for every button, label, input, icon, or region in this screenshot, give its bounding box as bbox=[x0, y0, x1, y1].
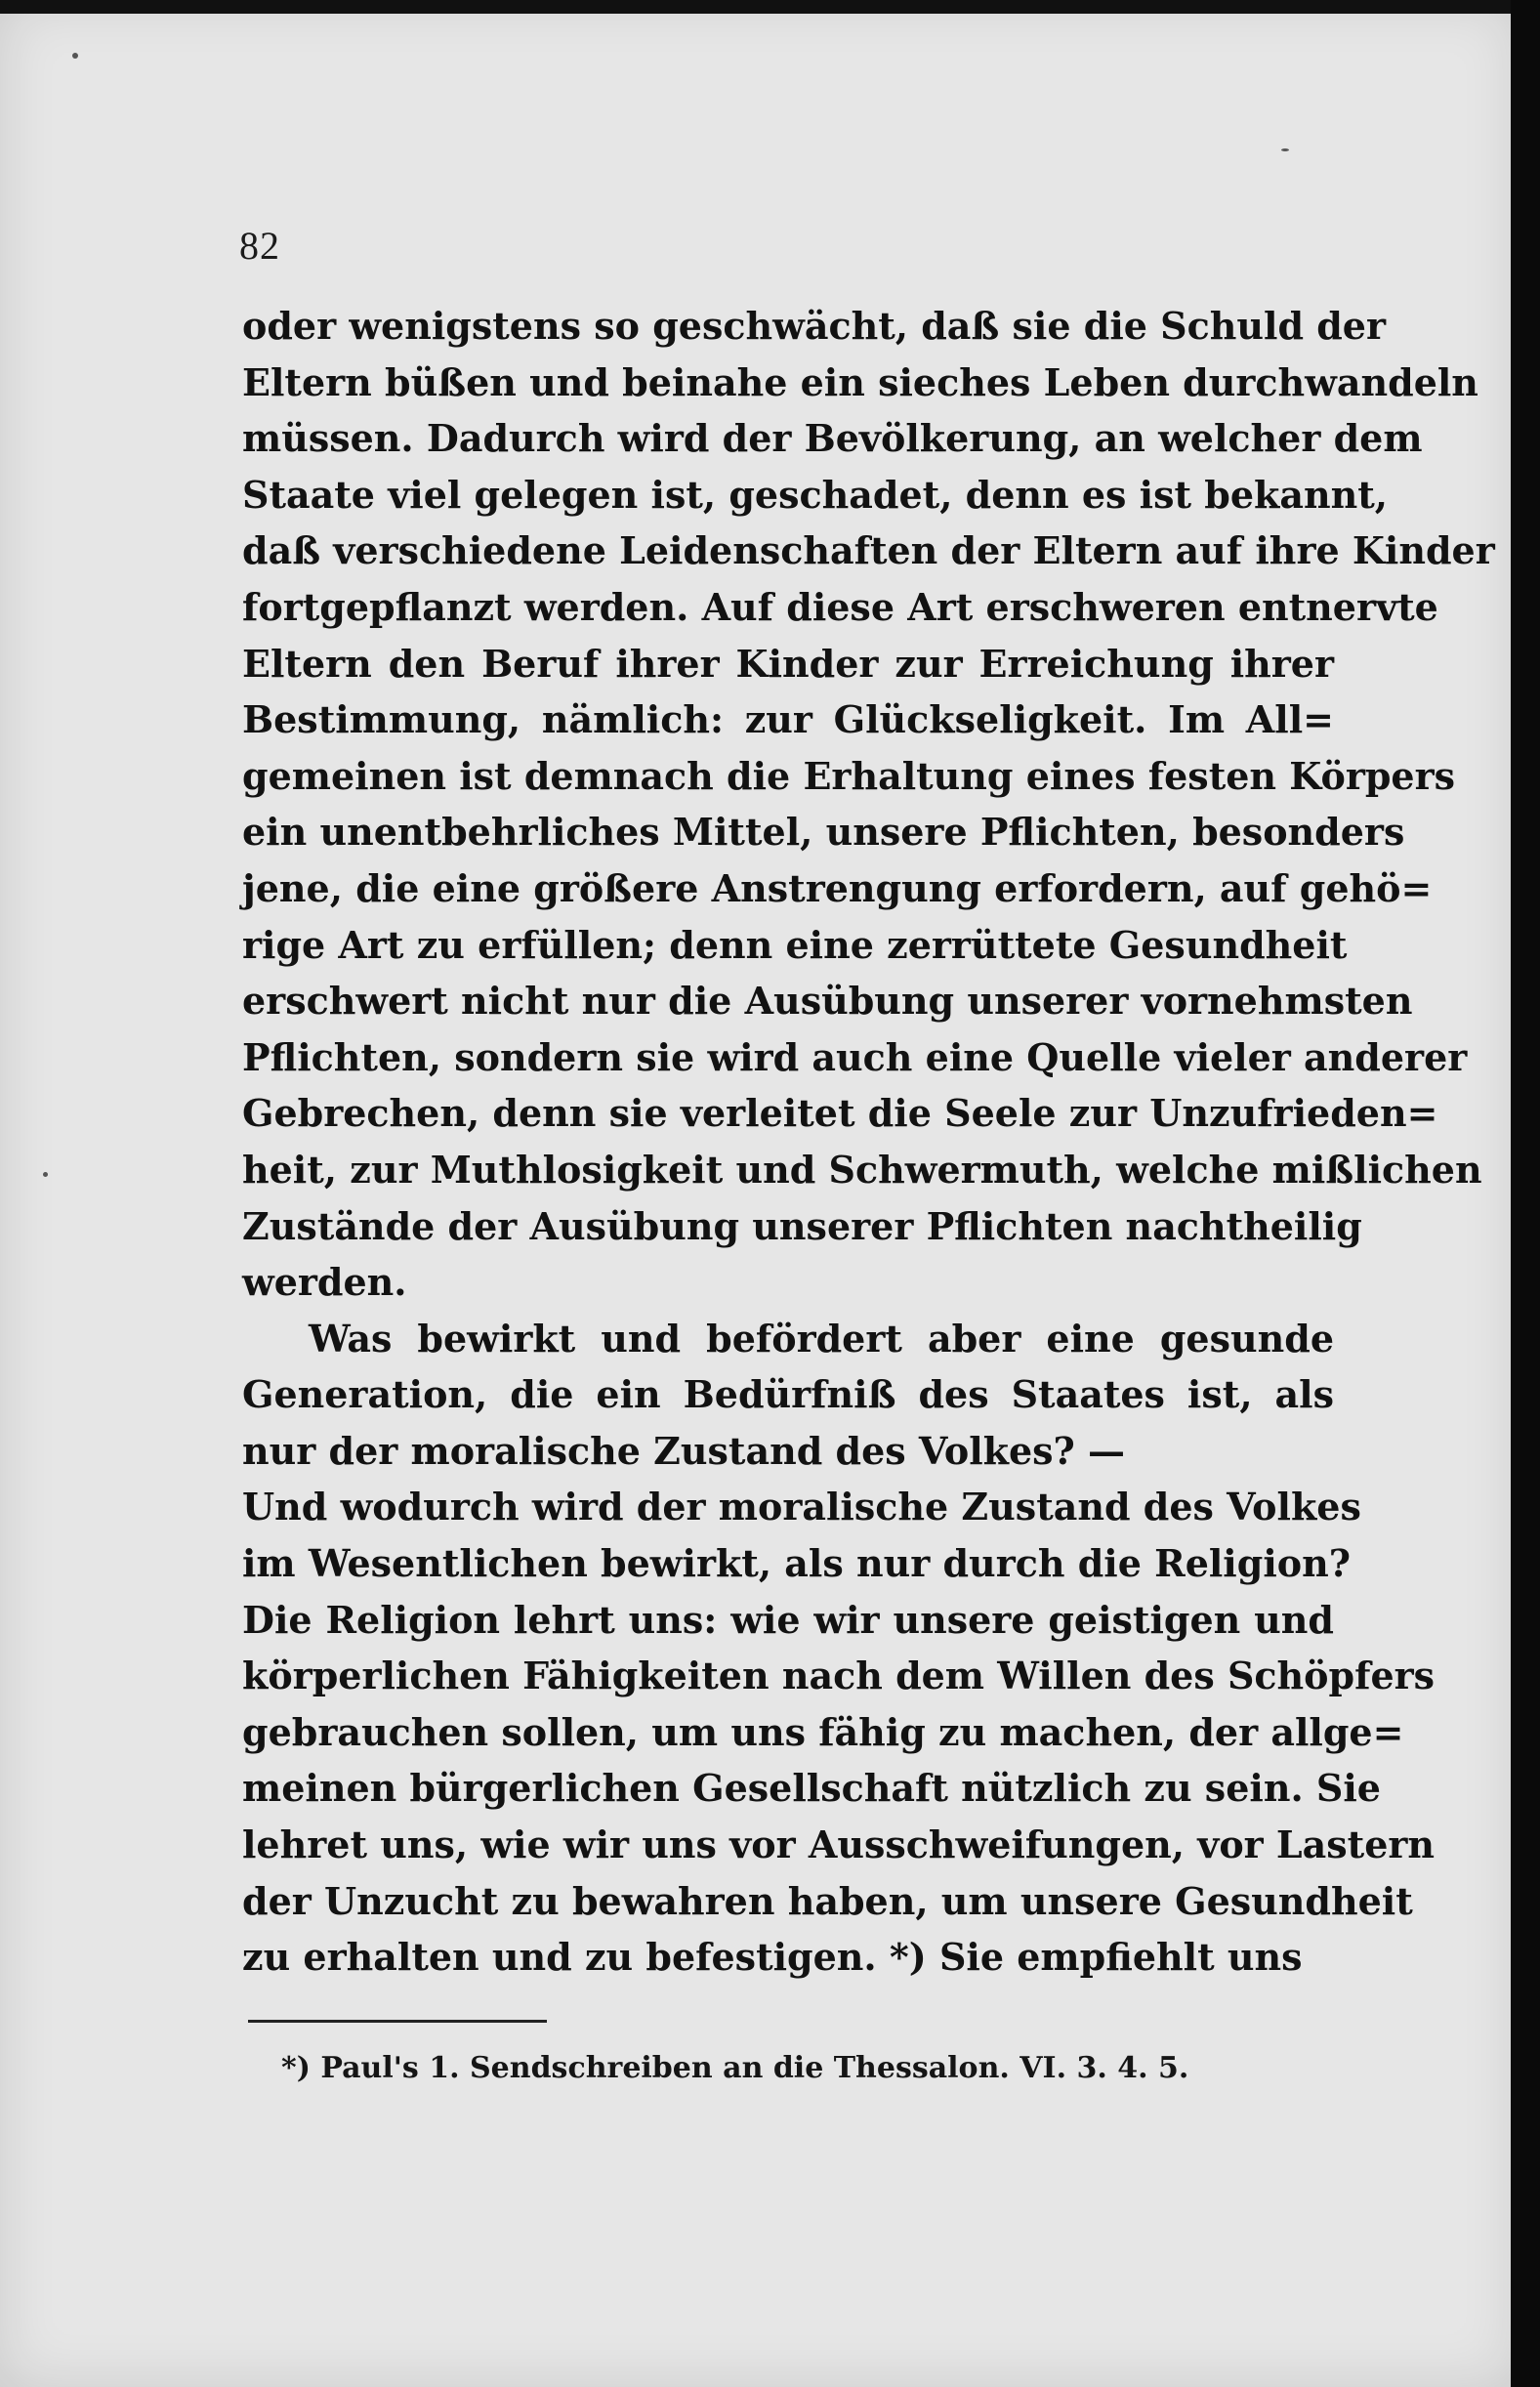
text-line: meinen bürgerlichen Gesellschaft nützlich zu sein. Sie bbox=[242, 1766, 1381, 1811]
text-line: gemeinen ist demnach die Erhaltung eines festen Körpers bbox=[242, 753, 1455, 798]
text-line: Bestimmung, nämlich: zur Glückseligkeit. Im All= bbox=[242, 697, 1334, 742]
text-line: Was bewirkt und befördert aber eine gesunde bbox=[309, 1316, 1334, 1361]
text-line: Gebrechen, denn sie verleitet die Seele zur Unzufrieden= bbox=[242, 1091, 1438, 1136]
text-line: Pflichten, sondern sie wird auch eine Quelle vieler anderer bbox=[242, 1034, 1468, 1079]
text-line: Und wodurch wird der moralische Zustand des Volkes bbox=[242, 1485, 1361, 1529]
text-line: ein unentbehrliches Mittel, unsere Pflichten, besonders bbox=[242, 810, 1405, 855]
footnote-rule bbox=[248, 2020, 547, 2023]
text-line: müssen. Dadurch wird der Bevölkerung, an welcher dem bbox=[242, 416, 1423, 461]
text-line: der Unzucht zu bewahren haben, um unsere Gesundheit bbox=[242, 1878, 1413, 1923]
text-line: körperlichen Fähigkeiten nach dem Willen des Schöpfers bbox=[242, 1654, 1436, 1698]
text-line: erschwert nicht nur die Ausübung unserer vornehmsten bbox=[242, 979, 1413, 1024]
footnote: *) Paul's 1. Sendschreiben an die Thessalon. VI. 3. 4. 5. bbox=[281, 2051, 1189, 2085]
text-line: rige Art zu erfüllen; denn eine zerrüttete Gesundheit bbox=[242, 922, 1348, 967]
text-line: Eltern büßen und beinahe ein sieches Leben durchwandeln bbox=[242, 359, 1478, 404]
text-line: zu erhalten und zu befestigen. *) Sie empfiehlt uns bbox=[242, 1935, 1303, 1980]
text-line: gebrauchen sollen, um uns fähig zu machen, der allge= bbox=[242, 1709, 1404, 1754]
text-line: Generation, die ein Bedürfniß des Staates ist, als bbox=[242, 1372, 1334, 1417]
text-line: heit, zur Muthlosigkeit und Schwermuth, welche mißlichen bbox=[242, 1147, 1482, 1192]
paper-speck bbox=[1281, 148, 1289, 151]
body-text bbox=[242, 298, 1495, 1986]
text-line: Eltern den Beruf ihrer Kinder zur Erreichung ihrer bbox=[242, 641, 1334, 686]
text-line: Zustände der Ausübung unserer Pflichten nachtheilig bbox=[242, 1203, 1362, 1248]
text-line: jene, die eine größere Anstrengung erfordern, auf gehö= bbox=[242, 865, 1433, 910]
text-line: oder wenigstens so geschwächt, daß sie die Schuld der bbox=[242, 304, 1387, 348]
scan-top-edge bbox=[0, 0, 1540, 14]
scan-right-edge bbox=[1511, 0, 1540, 2387]
text-line: fortgepflanzt werden. Auf diese Art erschweren entnervte bbox=[242, 584, 1438, 629]
page-number: 82 bbox=[239, 224, 280, 268]
text-line: Die Religion lehrt uns: wie wir unsere geistigen und bbox=[242, 1597, 1334, 1642]
text-line: daß verschiedene Leidenschaften der Eltern auf ihre Kinder bbox=[242, 528, 1495, 573]
text-line: werden. bbox=[242, 1260, 407, 1305]
text-line: im Wesentlichen bewirkt, als nur durch die Religion? bbox=[242, 1541, 1351, 1586]
text-line: nur der moralische Zustand des Volkes? — bbox=[242, 1428, 1126, 1473]
text-line: lehret uns, wie wir uns vor Ausschweifungen, vor Lastern bbox=[242, 1822, 1436, 1867]
text-line: Staate viel gelegen ist, geschadet, denn es ist bekannt, bbox=[242, 472, 1389, 517]
paper-speck bbox=[43, 1172, 48, 1177]
paper-speck bbox=[72, 53, 78, 59]
